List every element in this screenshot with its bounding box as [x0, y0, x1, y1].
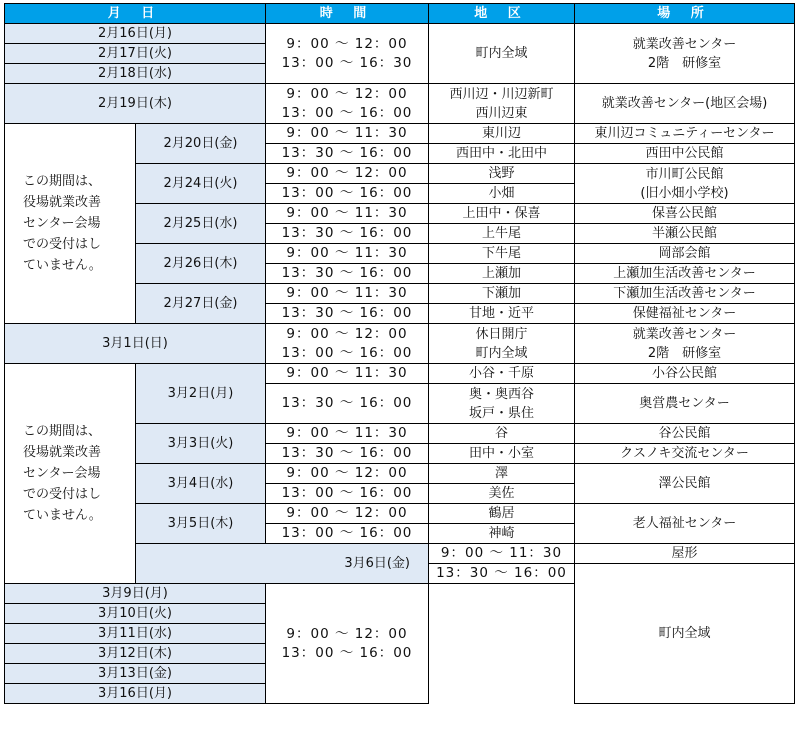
date-cell: 3月12日(木) [5, 644, 266, 664]
date-cell: 3月13日(金) [5, 664, 266, 684]
time-cell: 13：30 〜 16：00 [266, 304, 429, 324]
date-cell: 2月18日(水) [5, 64, 266, 84]
district-cell: 屋形 [575, 544, 795, 564]
time-cell: 13：30 〜 16：00 [266, 384, 429, 424]
district-cell: 町内全域 [429, 24, 575, 84]
place-cell: クスノキ交流センター [575, 444, 795, 464]
place-cell: 小谷公民館 [575, 364, 795, 384]
time-cell: 13：30 〜 16：00 [429, 564, 575, 584]
date-cell: 3月5日(木) [136, 504, 266, 544]
time-cell: 9：00 〜 11：30 [429, 544, 575, 564]
place-cell: 岡部会館 [575, 244, 795, 264]
header-district: 地 区 [429, 4, 575, 24]
district-cell: 鶴居 [429, 504, 575, 524]
time-cell: 13：30 〜 16：00 [266, 224, 429, 244]
time-cell: 9：00 〜 11：30 [266, 284, 429, 304]
district-cell: 奥・奥西谷 坂戸・県住 [429, 384, 575, 424]
date-cell: 2月24日(火) [136, 164, 266, 204]
district-cell: 美佐 [429, 484, 575, 504]
place-cell: 就業改善センター 2階 研修室 [575, 24, 795, 84]
date-cell: 3月9日(月) [5, 584, 266, 604]
district-cell: 西田中・北田中 [429, 144, 575, 164]
place-cell: 上瀬加生活改善センター [575, 264, 795, 284]
district-cell: 甘地・近平 [429, 304, 575, 324]
district-cell: 下瀬加 [429, 284, 575, 304]
time-cell: 9：00 〜 12：00 13：00 〜 16：00 [266, 584, 429, 704]
time-cell: 9：00 〜 11：30 [266, 124, 429, 144]
date-cell: 2月19日(木) [5, 84, 266, 124]
district-cell: 谷 [429, 424, 575, 444]
date-cell: 3月4日(水) [136, 464, 266, 504]
header-place: 場 所 [575, 4, 795, 24]
date-cell: 3月1日(日) [5, 324, 266, 364]
time-cell: 9：00 〜 11：30 [266, 204, 429, 224]
time-cell: 9：00 〜 11：30 [266, 364, 429, 384]
date-cell: 3月16日(月) [5, 684, 266, 704]
place-cell: 市川町公民館 (旧小畑小学校) [575, 164, 795, 204]
place-cell: 半瀬公民館 [575, 224, 795, 244]
district-cell: 浅野 [429, 164, 575, 184]
district-cell: 西川辺・川辺新町 西川辺東 [429, 84, 575, 124]
district-cell: 町内全域 [575, 564, 795, 704]
time-cell: 9：00 〜 12：00 13：00 〜 16：00 [266, 324, 429, 364]
district-cell: 上牛尾 [429, 224, 575, 244]
place-cell: 老人福祉センター [575, 504, 795, 544]
header-date: 月 日 [5, 4, 266, 24]
note-cell: この期間は、 役場就業改善 センター会場 での受付はし ていません。 [5, 124, 136, 324]
time-cell: 9：00 〜 11：30 [266, 424, 429, 444]
place-cell: 澤公民館 [575, 464, 795, 504]
date-cell: 2月26日(木) [136, 244, 266, 284]
district-cell: 小畑 [429, 184, 575, 204]
time-cell: 13：30 〜 16：00 [266, 144, 429, 164]
time-cell: 13：00 〜 16：00 [266, 184, 429, 204]
time-cell: 9：00 〜 12：00 13：00 〜 16：30 [266, 24, 429, 84]
place-cell: 保健福祉センター [575, 304, 795, 324]
time-cell: 9：00 〜 12：00 [266, 504, 429, 524]
district-cell: 神崎 [429, 524, 575, 544]
note-cell: この期間は、 役場就業改善 センター会場 での受付はし ていません。 [5, 364, 136, 584]
place-cell: 下瀬加生活改善センター [575, 284, 795, 304]
time-cell: 9：00 〜 12：00 13：00 〜 16：00 [266, 84, 429, 124]
date-cell: 2月17日(火) [5, 44, 266, 64]
date-cell: 2月20日(金) [136, 124, 266, 164]
date-cell: 2月16日(月) [5, 24, 266, 44]
time-cell: 13：30 〜 16：00 [266, 264, 429, 284]
district-cell: 上田中・保喜 [429, 204, 575, 224]
time-cell: 13：00 〜 16：00 [266, 524, 429, 544]
place-cell: 東川辺コミュニティーセンター [575, 124, 795, 144]
place-cell: 西田中公民館 [575, 144, 795, 164]
district-cell: 上瀬加 [429, 264, 575, 284]
schedule-table [4, 3, 795, 704]
district-cell: 東川辺 [429, 124, 575, 144]
date-cell: 2月25日(水) [136, 204, 266, 244]
date-cell: 3月10日(火) [5, 604, 266, 624]
date-cell: 3月11日(水) [5, 624, 266, 644]
time-cell: 9：00 〜 12：00 [266, 464, 429, 484]
place-cell: 奥営農センター [575, 384, 795, 424]
time-cell: 9：00 〜 11：30 [266, 244, 429, 264]
place-cell: 就業改善センター 2階 研修室 [575, 324, 795, 364]
place-cell: 保喜公民館 [575, 204, 795, 224]
header-time: 時 間 [266, 4, 429, 24]
time-cell: 13：00 〜 16：00 [266, 484, 429, 504]
time-cell: 9：00 〜 12：00 [266, 164, 429, 184]
district-cell: 小谷・千原 [429, 364, 575, 384]
district-cell: 休日開庁 町内全域 [429, 324, 575, 364]
district-cell: 澤 [429, 464, 575, 484]
date-cell: 3月6日(金) [136, 544, 429, 584]
district-cell: 下牛尾 [429, 244, 575, 264]
date-cell: 3月3日(火) [136, 424, 266, 464]
date-cell: 3月2日(月) [136, 364, 266, 424]
time-cell: 13：30 〜 16：00 [266, 444, 429, 464]
place-cell: 谷公民館 [575, 424, 795, 444]
date-cell: 2月27日(金) [136, 284, 266, 324]
district-cell: 田中・小室 [429, 444, 575, 464]
place-cell: 就業改善センター(地区会場) [575, 84, 795, 124]
